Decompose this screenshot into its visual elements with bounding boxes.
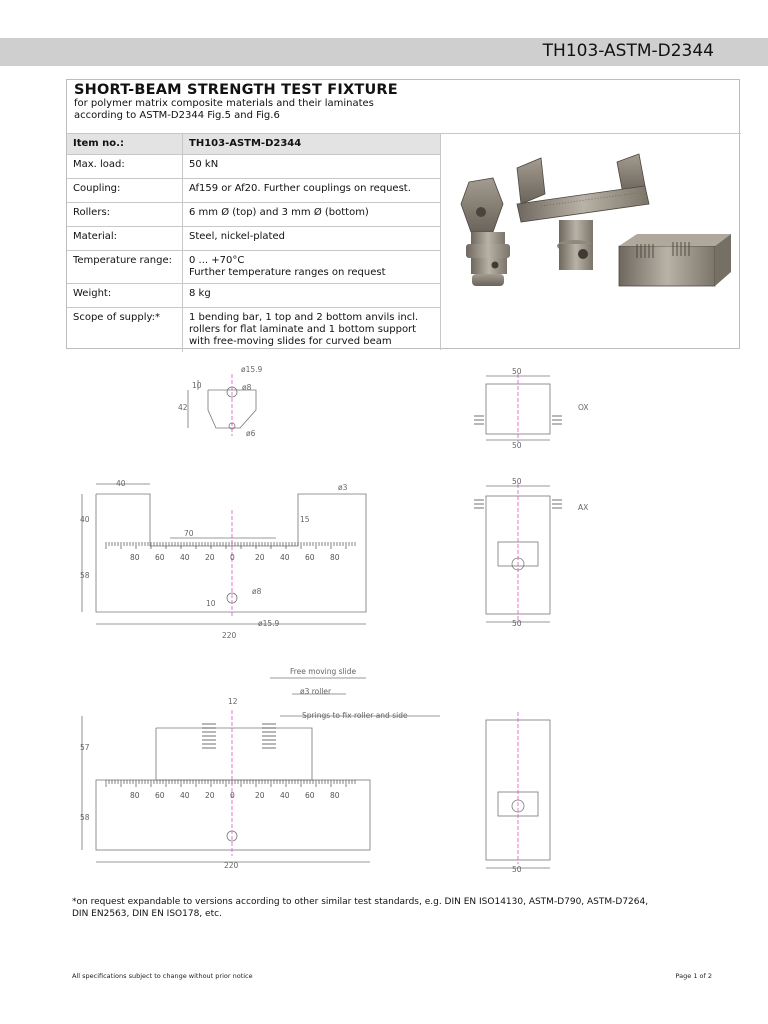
springs <box>202 416 562 748</box>
spec-row <box>67 284 440 308</box>
dim-anvil-h10: 10 <box>192 381 202 390</box>
scale-label: 60 <box>155 553 165 562</box>
dim-support-h57: 57 <box>80 743 90 752</box>
footnote <box>72 896 712 920</box>
spec-key: Item no.: <box>67 134 183 155</box>
spec-key: Max. load: <box>67 155 183 179</box>
scale-labels-support <box>130 791 340 800</box>
scale-label: 60 <box>305 791 315 800</box>
dim-support-h58: 58 <box>80 813 90 822</box>
dim-bar-d3: ø3 <box>338 483 348 492</box>
dim-anvil-d6: ø6 <box>246 429 256 438</box>
side-view-support <box>486 712 550 868</box>
dim-bar-h15: 15 <box>300 515 310 524</box>
side-view-ax <box>486 484 550 622</box>
spec-key: Rollers: <box>67 203 183 227</box>
footnote-line-1: *on request expandable to versions according to other similar test standards, e.g. DIN EN ISO14130, ASTM-D790, ASTM-D7264, <box>72 897 649 907</box>
dim-support-w220: 220 <box>224 861 239 870</box>
document-code: TH103-ASTM-D2344 <box>542 41 714 61</box>
fixture-photo-illustration <box>441 134 741 350</box>
product-subtitle <box>74 98 374 122</box>
scale-label: 80 <box>330 553 340 562</box>
page-number: Page 1 of 2 <box>675 972 712 980</box>
scale-label: 20 <box>205 553 215 562</box>
subtitle-line-2: according to ASTM-D2344 Fig.5 and Fig.6 <box>74 110 280 121</box>
dim-bar-h58: 58 <box>80 571 90 580</box>
dim-support-side-bottom: 50 <box>512 865 522 874</box>
footnote-line-2: DIN EN2563, DIN EN ISO178, etc. <box>72 909 222 919</box>
spec-value: 6 mm Ø (top) and 3 mm Ø (bottom) <box>183 203 441 227</box>
scale-label: 20 <box>255 791 265 800</box>
product-title: SHORT-BEAM STRENGTH TEST FIXTURE <box>74 82 398 98</box>
technical-drawings <box>66 360 666 880</box>
spec-row <box>67 134 440 155</box>
spec-key: Weight: <box>67 284 183 308</box>
label-roller: ø3 roller <box>300 687 332 696</box>
top-anvil-photo <box>461 178 510 286</box>
spec-key: Coupling: <box>67 179 183 203</box>
scale-ticks <box>106 780 355 787</box>
spec-row <box>67 179 440 203</box>
dim-ax-top: 50 <box>512 477 522 486</box>
spec-value-line: 0 ... +70°C <box>189 255 245 266</box>
scale-label: 60 <box>305 553 315 562</box>
spec-value: 8 kg <box>183 284 441 308</box>
label-free-moving-slide: Free moving slide <box>290 667 357 676</box>
scale-label: 80 <box>130 553 140 562</box>
scale-ticks <box>106 542 355 549</box>
spec-value: 50 kN <box>183 155 441 179</box>
dim-ox-top: 50 <box>512 367 522 376</box>
dim-bar-w40: 40 <box>116 479 126 488</box>
spec-value-line: Further temperature ranges on request <box>189 267 386 278</box>
dim-support-w12: 12 <box>228 697 238 706</box>
scale-label: 20 <box>205 791 215 800</box>
dim-ax-bottom: 50 <box>512 619 522 628</box>
dim-anvil-d8: ø8 <box>242 383 252 392</box>
header-bar <box>0 38 768 66</box>
spec-value: Af159 or Af20. Further couplings on request. <box>183 179 441 203</box>
scale-label: 0 <box>230 791 235 800</box>
label-springs: Springs to fix roller and side <box>302 711 408 720</box>
spec-row <box>67 227 440 251</box>
spec-row <box>67 251 440 284</box>
side-view-ox <box>486 374 550 442</box>
dim-bar-d8: ø8 <box>252 587 262 596</box>
spec-value <box>183 251 441 284</box>
bottom-support-photo <box>619 234 731 286</box>
spec-value: Steel, nickel-plated <box>183 227 441 251</box>
scale-label: 80 <box>330 791 340 800</box>
spec-key: Material: <box>67 227 183 251</box>
subtitle-line-1: for polymer matrix composite materials and their laminates <box>74 98 374 109</box>
dim-bar-h40: 40 <box>80 515 90 524</box>
scale-label: 60 <box>155 791 165 800</box>
support-drawing <box>82 678 440 862</box>
spec-value: TH103-ASTM-D2344 <box>183 134 441 155</box>
dim-bar-h10: 10 <box>206 599 216 608</box>
scale-label: 40 <box>280 553 290 562</box>
scale-label: 80 <box>130 791 140 800</box>
dim-bar-w220: 220 <box>222 631 237 640</box>
spec-row <box>67 203 440 227</box>
label-ox: OX <box>578 403 589 412</box>
spec-key: Temperature range: <box>67 251 183 284</box>
scale-labels-bar <box>130 553 340 562</box>
dim-bar-d159: ø15.9 <box>258 619 280 628</box>
spec-table <box>67 133 440 352</box>
product-photo <box>440 133 741 350</box>
scale-label: 40 <box>180 553 190 562</box>
scale-label: 40 <box>280 791 290 800</box>
spec-row <box>67 308 440 353</box>
dim-anvil-d15: ø15.9 <box>241 365 263 374</box>
bending-bar-drawing <box>82 484 366 624</box>
spec-row <box>67 155 440 179</box>
scale-label: 20 <box>255 553 265 562</box>
dim-anvil-h42: 42 <box>178 403 188 412</box>
dim-ox-bottom: 50 <box>512 441 522 450</box>
spec-key: Scope of supply:* <box>67 308 183 353</box>
scale-label: 40 <box>180 791 190 800</box>
spec-value: 1 bending bar, 1 top and 2 bottom anvils incl. rollers for flat laminate and 1 bottom support with free-moving slides for curved beam <box>183 308 441 353</box>
footer-disclaimer: All specifications subject to change without prior notice <box>72 972 253 980</box>
dim-bar-span: 70 <box>184 529 194 538</box>
product-card <box>66 79 740 349</box>
scale-label: 0 <box>230 553 235 562</box>
label-ax: AX <box>578 503 589 512</box>
